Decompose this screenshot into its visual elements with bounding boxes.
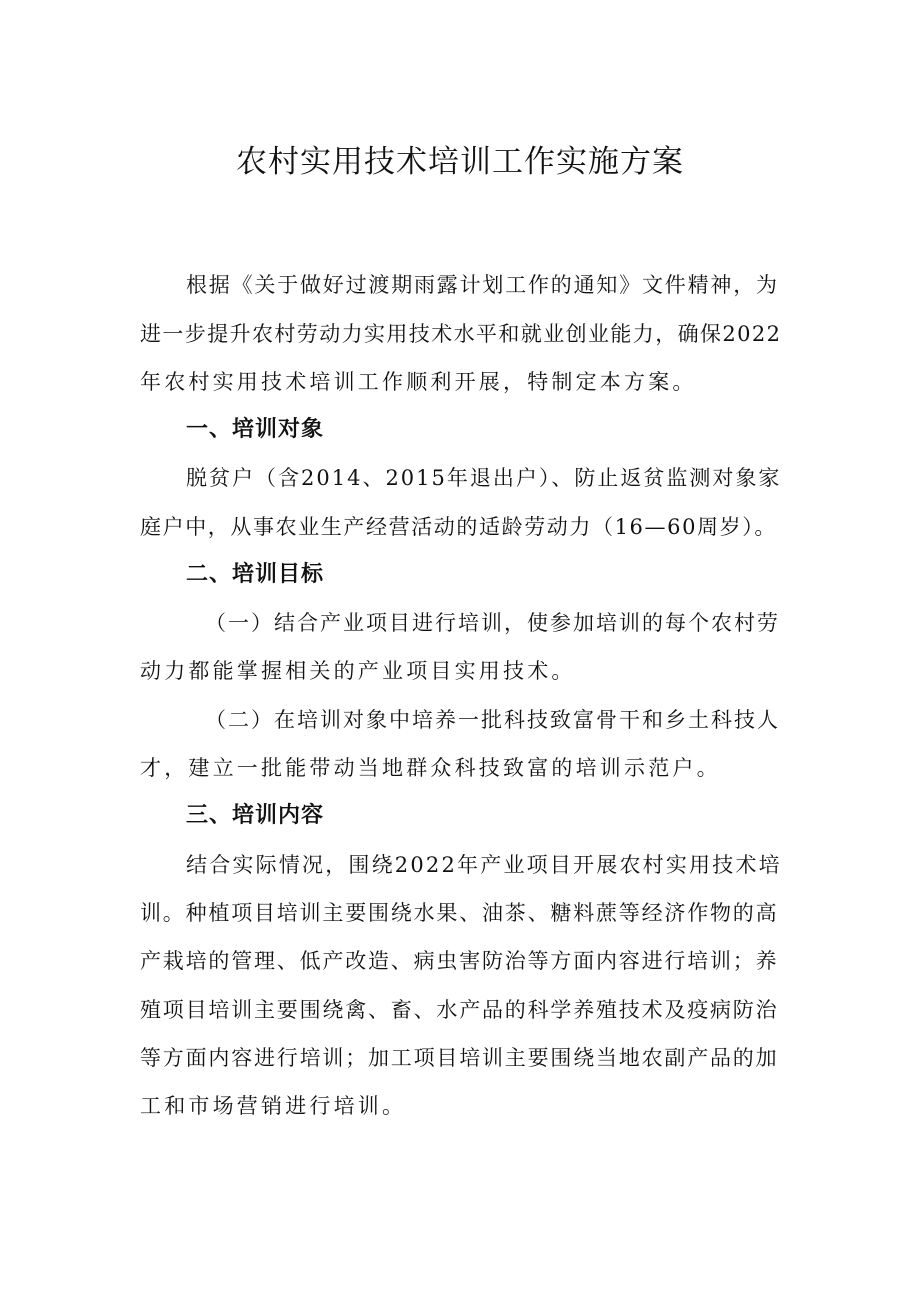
section-2-line-3: （二）在培训对象中培养一批科技致富骨干和乡土科技人 — [205, 708, 780, 732]
section-heading-training-content: 三、培训内容 — [186, 803, 325, 828]
section-3-line-1: 结合实际情况，围绕2022年产业项目开展农村实用技术培 — [186, 853, 782, 877]
intro-line-3: 年农村实用技术培训工作顺利开展，特制定本方案。 — [140, 370, 697, 394]
section-heading-training-goals: 二、培训目标 — [186, 562, 325, 587]
section-1-line-1: 脱贫户（含2014、2015年退出户）、防止返贫监测对象家 — [186, 466, 782, 490]
section-3-line-5: 等方面内容进行培训；加工项目培训主要围绕当地农副产品的加 — [140, 1046, 779, 1070]
intro-line-1: 根据《关于做好过渡期雨露计划工作的通知》文件精神，为 — [186, 273, 779, 297]
section-3-line-2: 训。种植项目培训主要围绕水果、油茶、糖料蔗等经济作物的高 — [140, 901, 779, 925]
section-2-line-4: 才，建立一批能带动当地群众科技致富的培训示范户。 — [140, 756, 721, 780]
section-3-line-6: 工和市场营销进行培训。 — [140, 1094, 407, 1118]
section-1-line-2: 庭户中，从事农业生产经营活动的适龄劳动力（16—60周岁）。 — [140, 515, 777, 539]
page-title: 农村实用技术培训工作实施方案 — [236, 144, 684, 180]
intro-line-2: 进一步提升农村劳动力实用技术水平和就业创业能力，确保2022 — [140, 322, 782, 346]
section-3-line-4: 殖项目培训主要围绕禽、畜、水产品的科学养殖技术及疫病防治 — [140, 998, 779, 1022]
section-3-line-3: 产栽培的管理、低产改造、病虫害防治等方面内容进行培训；养 — [140, 949, 779, 973]
section-heading-training-targets: 一、培训对象 — [186, 417, 325, 442]
section-2-line-2: 动力都能掌握相关的产业项目实用技术。 — [140, 659, 576, 683]
section-2-line-1: （一）结合产业项目进行培训，使参加培训的每个农村劳 — [205, 611, 780, 635]
